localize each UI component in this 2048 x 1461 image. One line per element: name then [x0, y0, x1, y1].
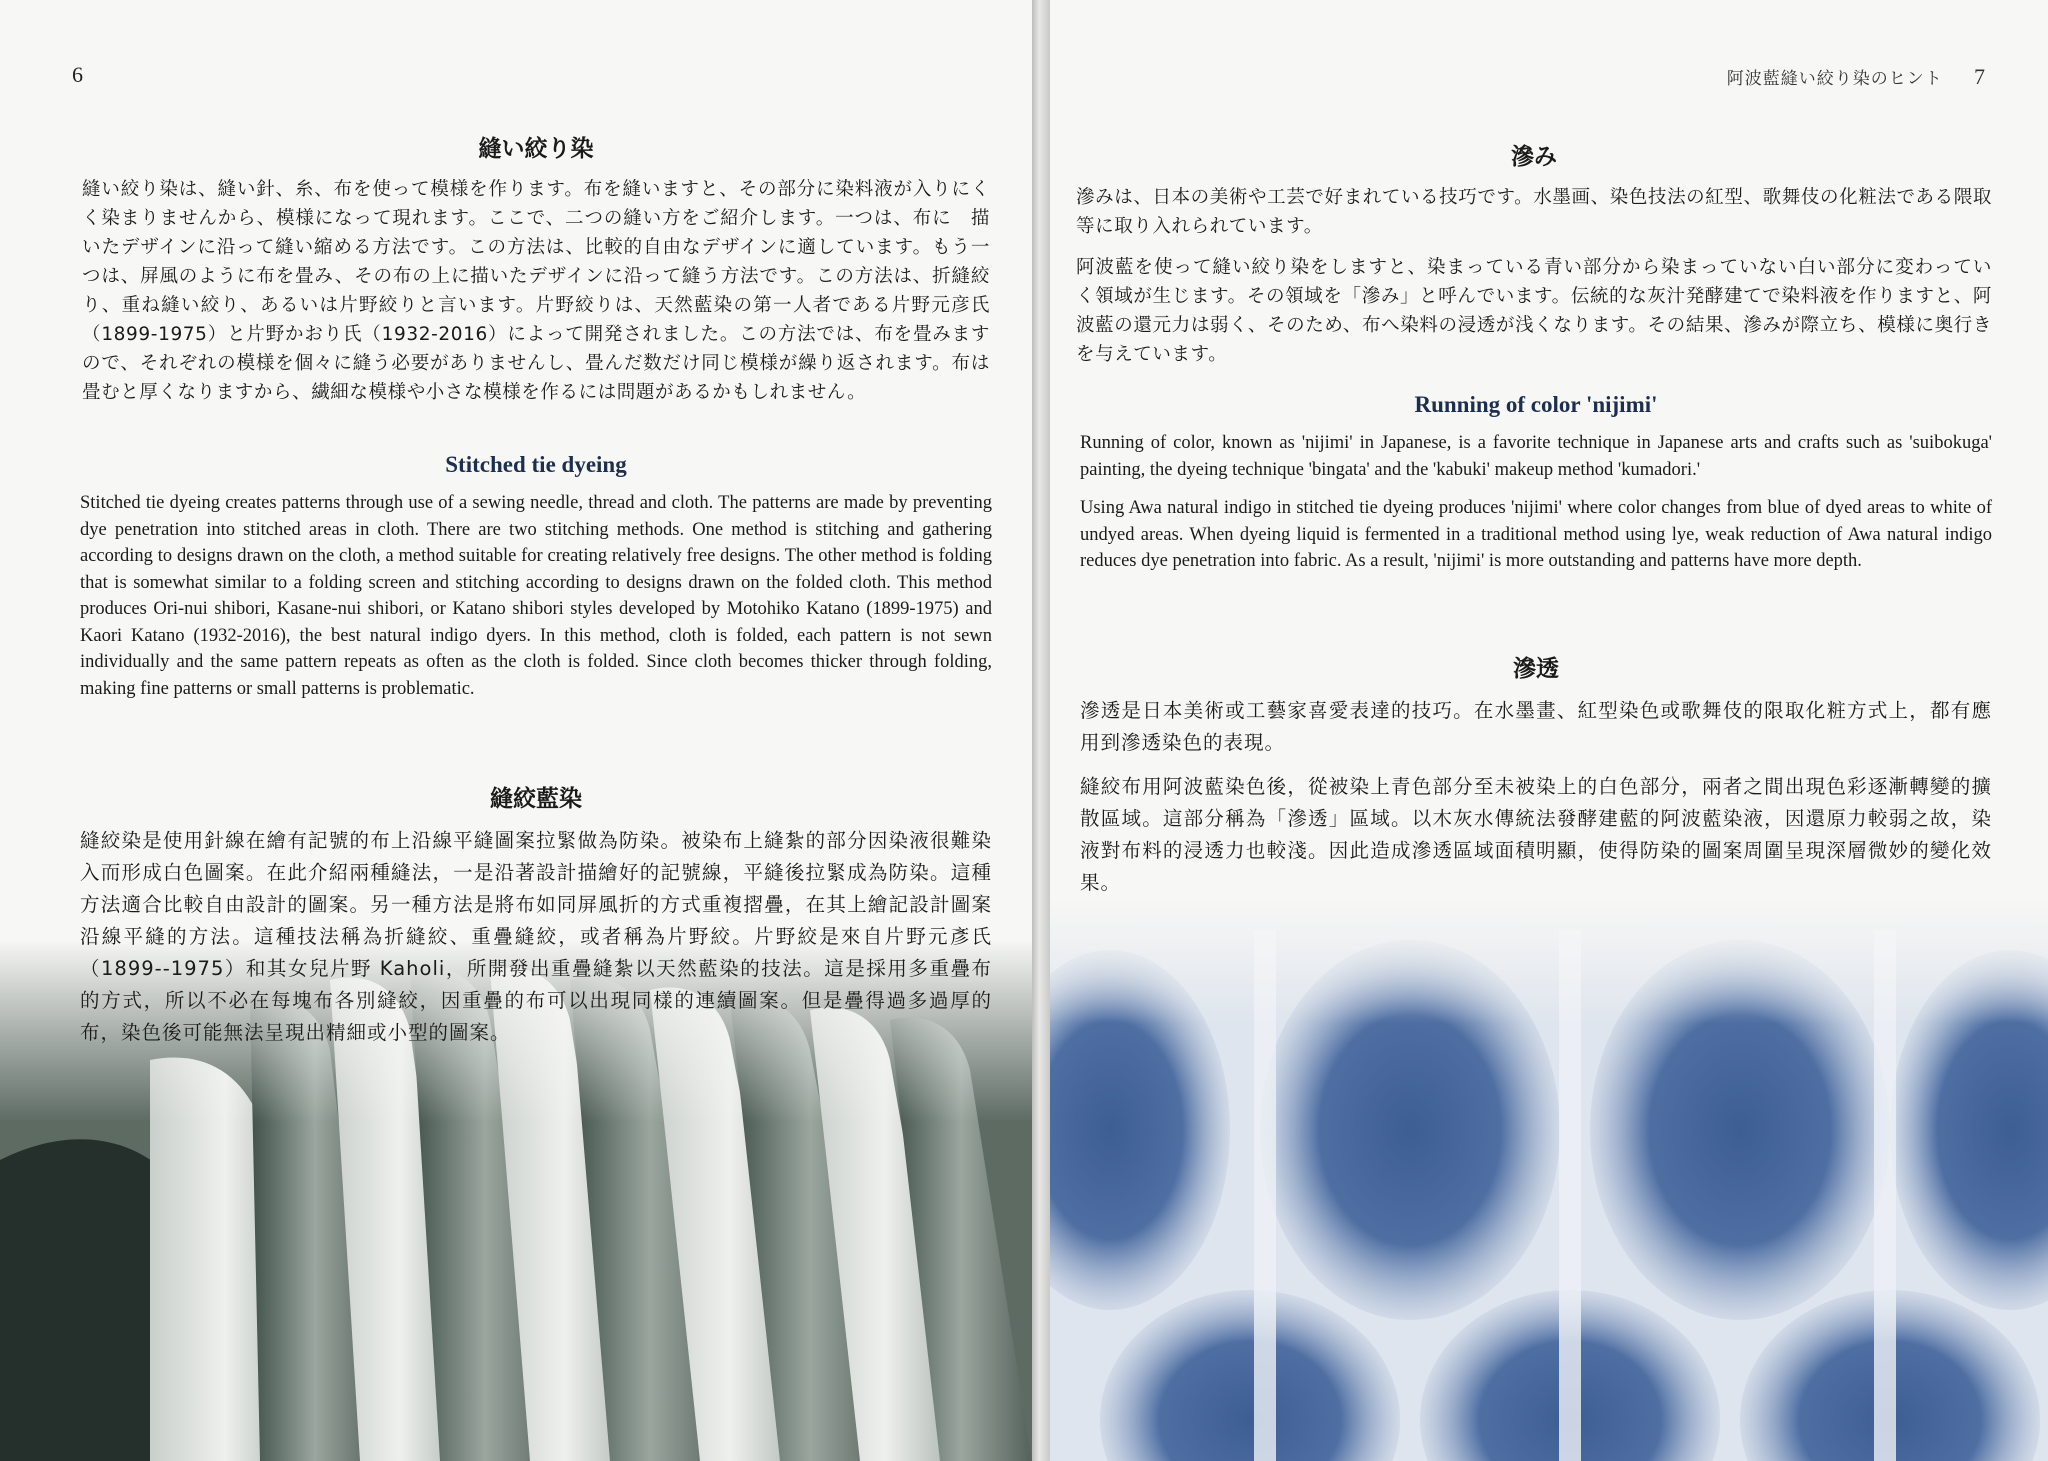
book-gutter — [1032, 0, 1050, 1461]
section-chinese-stitched — [80, 780, 992, 1061]
running-head — [1727, 64, 1986, 90]
paragraph-zh-1: 滲透是日本美術或工藝家喜愛表達的技巧。在水墨畫、紅型染色或歌舞伎的限取化粧方式上，都有應用到滲透染色的表現。 — [1080, 699, 1992, 754]
heading-nijimi-ja: 滲み — [1511, 144, 1557, 169]
heading-running-of-color: Running of color 'nijimi' — [1414, 392, 1658, 417]
section-chinese-nijimi — [1080, 650, 1992, 911]
heading-nui-shibori-ja: 縫い絞り染 — [478, 136, 594, 161]
paragraph-zh: 縫絞染是使用針線在繪有記號的布上沿線平縫圖案拉緊做為防染。被染布上縫紮的部分因染液很難染入而形成白色圖案。在此介紹兩種縫法，一是沿著設計描繪好的記號線，平縫後拉緊成為防染。這種方法適合比較自由設計的圖案。另一種方法是將布如同屏風折的方式重複摺疊，在其上繪記設計圖案沿線平縫的方法。這種技法稱為折縫絞、重疊縫絞，或者稱為片野絞。片野絞是來自片野元彥氏（1899--1975）和其女兒片野 Kaholi，所開發出重疊縫紮以天然藍染的技法。這是採用多重疊布的方式，所以不必在每塊布各別縫絞，因重疊的布可以出現同樣的連續圖案。但是疊得過多過厚的布，染色後可能無法呈現出精細或小型的圖案。 — [80, 829, 992, 1044]
heading-nui-shibori-zh: 縫絞藍染 — [490, 786, 582, 811]
paragraph-en: Stitched tie dyeing creates patterns through use of a sewing needle, thread and cloth. The patterns are made by preventing dye penetration into stitched areas in cloth. There are two stitching methods. One method is stitching and gathering according to designs drawn on the cloth, a method suitable for creating relatively free designs. The other method is folding that is somewhat similar to a folding screen and stitching according to designs drawn on the folded cloth. This method produces Ori-nui shibori, Kasane-nui shibori, or Katano shibori styles developed by Motohiko Katano (1899-1975) and Kaori Katano (1932-2016), the best natural indigo dyers. In this method, cloth is folded, each pattern is not sewn individually and the same pattern repeats as often as the cloth is folded. Since cloth becomes thicker through folding, making fine patterns or small patterns is problematic. — [80, 493, 992, 699]
paragraph-en-1: Running of color, known as 'nijimi' in Japanese, is a favorite technique in Japanese arts and crafts such as 'suibokuga' painting, the dyeing technique 'bingata' and the 'kabuki' makeup method 'kumadori.' — [1080, 433, 1992, 480]
section-english-nijimi — [1080, 392, 1992, 587]
heading-stitched-tie-dyeing: Stitched tie dyeing — [445, 452, 627, 477]
section-japanese-stitched — [82, 130, 990, 419]
page-number-left: 6 — [72, 62, 83, 87]
heading-nijimi-zh: 滲透 — [1513, 656, 1559, 681]
section-japanese-nijimi — [1076, 138, 1992, 381]
running-head-title: 阿波藍縫い絞り染のヒント — [1726, 69, 1943, 88]
page-number-right: 7 — [1974, 64, 1986, 89]
section-english-stitched — [80, 452, 992, 714]
paragraph-en-2: Using Awa natural indigo in stitched tie dyeing produces 'nijimi' where color changes from blue of dyed areas to white of undyed areas. When dyeing liquid is fermented in a traditional method using lye, weak reduction of Awa natural indigo reduces dye penetration into fabric. As a result, 'nijimi' is more outstanding and patterns have more depth. — [1080, 498, 1992, 571]
right-page — [1050, 0, 2048, 1461]
paragraph-ja-2: 阿波藍を使って縫い絞り染をしますと、染まっている青い部分から染まっていない白い部分に変わっていく領域が生じます。その領域を「滲み」と呼んでいます。伝統的な灰汁発酵建てで染料液を作りますと、阿波藍の還元力は弱く、そのため、布へ染料の浸透が浅くなります。その結果、滲みが際立ち、模様に奥行きを与えています。 — [1076, 257, 1992, 365]
paragraph-ja-1: 滲みは、日本の美術や工芸で好まれている技巧です。水墨画、染色技法の紅型、歌舞伎の化粧法である隈取等に取り入れられています。 — [1076, 187, 1992, 237]
paragraph-ja: 縫い絞り染は、縫い針、糸、布を使って模様を作ります。布を縫いますと、その部分に染料液が入りにくく染まりませんから、模様になって現れます。ここで、二つの縫い方をご紹介します。一つは、布に 描いたデザインに沿って縫い縮める方法です。この方法は、比較的自由なデザインに適しています。もう一つは、屏風のように布を畳み、その布の上に描いたデザインに沿って縫う方法です。この方法は、折縫絞り、重ね縫い絞り、あるいは片野絞りと言います。片野絞りは、天然藍染の第一人者である片野元彦氏（1899-1975）と片野かおり氏（1932-2016）によって開発されました。この方法では、布を畳みますので、それぞれの模様を個々に縫う必要がありませんし、畳んだ数だけ同じ模様が繰り返されます。布は畳むと厚くなりますから、繊細な模様や小さな模様を作るには問題があるかもしれません。 — [82, 179, 990, 403]
paragraph-zh-2: 縫絞布用阿波藍染色後，從被染上青色部分至未被染上的白色部分，兩者之間出現色彩逐漸轉變的擴散區域。這部分稱為「滲透」區域。以木灰水傳統法發酵建藍的阿波藍染液，因還原力較弱之故，染液對布料的浸透力也較淺。因此造成滲透區域面積明顯，使得防染的圖案周圍呈現深層微妙的變化效果。 — [1080, 775, 1992, 894]
indigo-shibori-photo — [1050, 900, 2048, 1461]
